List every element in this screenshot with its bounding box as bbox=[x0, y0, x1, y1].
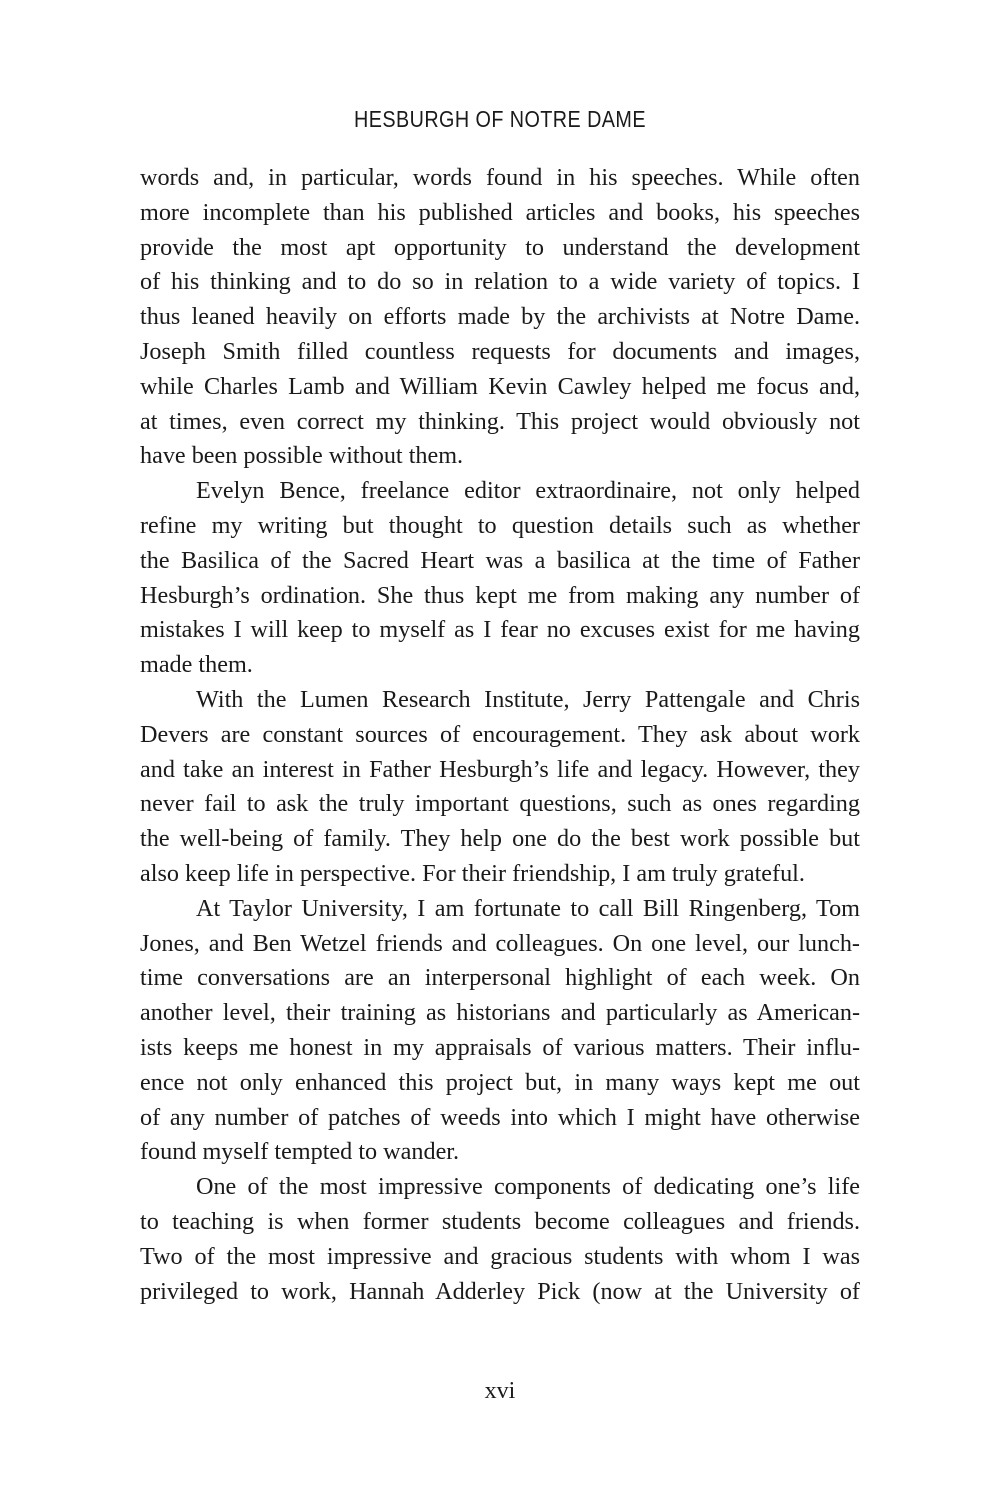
text-line: ists keeps me honest in my appraisals of various matters. Their influ- bbox=[140, 1033, 860, 1061]
text-line: Hesburgh’s ordination. She thus kept me from making any number of bbox=[140, 581, 860, 609]
text-line: privileged to work, Hannah Adderley Pick (now at the University of bbox=[140, 1277, 860, 1305]
text-line: the Basilica of the Sacred Heart was a basilica at the time of Father bbox=[140, 546, 860, 574]
body-text bbox=[140, 161, 860, 1309]
text-line: Devers are constant sources of encouragement. They ask about work bbox=[140, 720, 860, 748]
running-head: HESBURGH OF NOTRE DAME bbox=[354, 106, 646, 132]
text-line: words and, in particular, words found in his speeches. While often bbox=[140, 164, 860, 191]
text-line: more incomplete than his published articles and books, his speeches bbox=[140, 198, 860, 226]
text-line: provide the most apt opportunity to understand the development bbox=[140, 233, 860, 261]
text-line: time conversations are an interpersonal highlight of each week. On bbox=[140, 964, 860, 992]
paragraph bbox=[140, 474, 860, 683]
text-line: mistakes I will keep to myself as I fear no excuses exist for me having bbox=[140, 616, 860, 644]
paragraph bbox=[140, 161, 860, 474]
text-line: to teaching is when former students become colleagues and friends. bbox=[140, 1207, 860, 1235]
text-line: found myself tempted to wander. bbox=[140, 1138, 460, 1166]
text-line: while Charles Lamb and William Kevin Cawley helped me focus and, bbox=[140, 372, 860, 400]
page-number: xvi bbox=[484, 1378, 516, 1404]
text-line: With the Lumen Research Institute, Jerry Pattengale and Chris bbox=[196, 685, 860, 713]
text-line: thus leaned heavily on efforts made by the archivists at Notre Dame. bbox=[140, 303, 860, 331]
text-line: Joseph Smith filled countless requests for documents and images, bbox=[140, 337, 860, 365]
text-line: of any number of patches of weeds into which I might have otherwise bbox=[140, 1103, 860, 1131]
text-line: Evelyn Bence, freelance editor extraordinaire, not only helped bbox=[196, 477, 860, 505]
text-line: also keep life in perspective. For their friendship, I am truly grateful. bbox=[140, 859, 805, 887]
paragraph bbox=[140, 892, 860, 1170]
text-line: and take an interest in Father Hesburgh’s life and legacy. However, they bbox=[140, 755, 860, 783]
text-line: One of the most impressive components of dedicating one’s life bbox=[196, 1173, 860, 1201]
text-line: at times, even correct my thinking. This project would obviously not bbox=[140, 407, 860, 435]
text-line: Jones, and Ben Wetzel friends and colleagues. On one level, our lunch- bbox=[140, 929, 860, 957]
text-line: the well-being of family. They help one do the best work possible but bbox=[140, 825, 860, 853]
text-line: another level, their training as historians and particularly as American- bbox=[140, 999, 860, 1027]
text-line: At Taylor University, I am fortunate to call Bill Ringenberg, Tom bbox=[196, 894, 860, 922]
text-line: of his thinking and to do so in relation to a wide variety of topics. I bbox=[140, 268, 860, 296]
text-line: have been possible without them. bbox=[140, 442, 464, 470]
text-line: Two of the most impressive and gracious students with whom I was bbox=[140, 1242, 860, 1270]
text-line: refine my writing but thought to question details such as whether bbox=[140, 511, 860, 539]
paragraph bbox=[140, 1170, 860, 1309]
text-line: made them. bbox=[140, 651, 253, 679]
text-line: never fail to ask the truly important questions, such as ones regarding bbox=[140, 790, 860, 818]
text-line: ence not only enhanced this project but, in many ways kept me out bbox=[140, 1068, 860, 1096]
paragraph bbox=[140, 683, 860, 892]
